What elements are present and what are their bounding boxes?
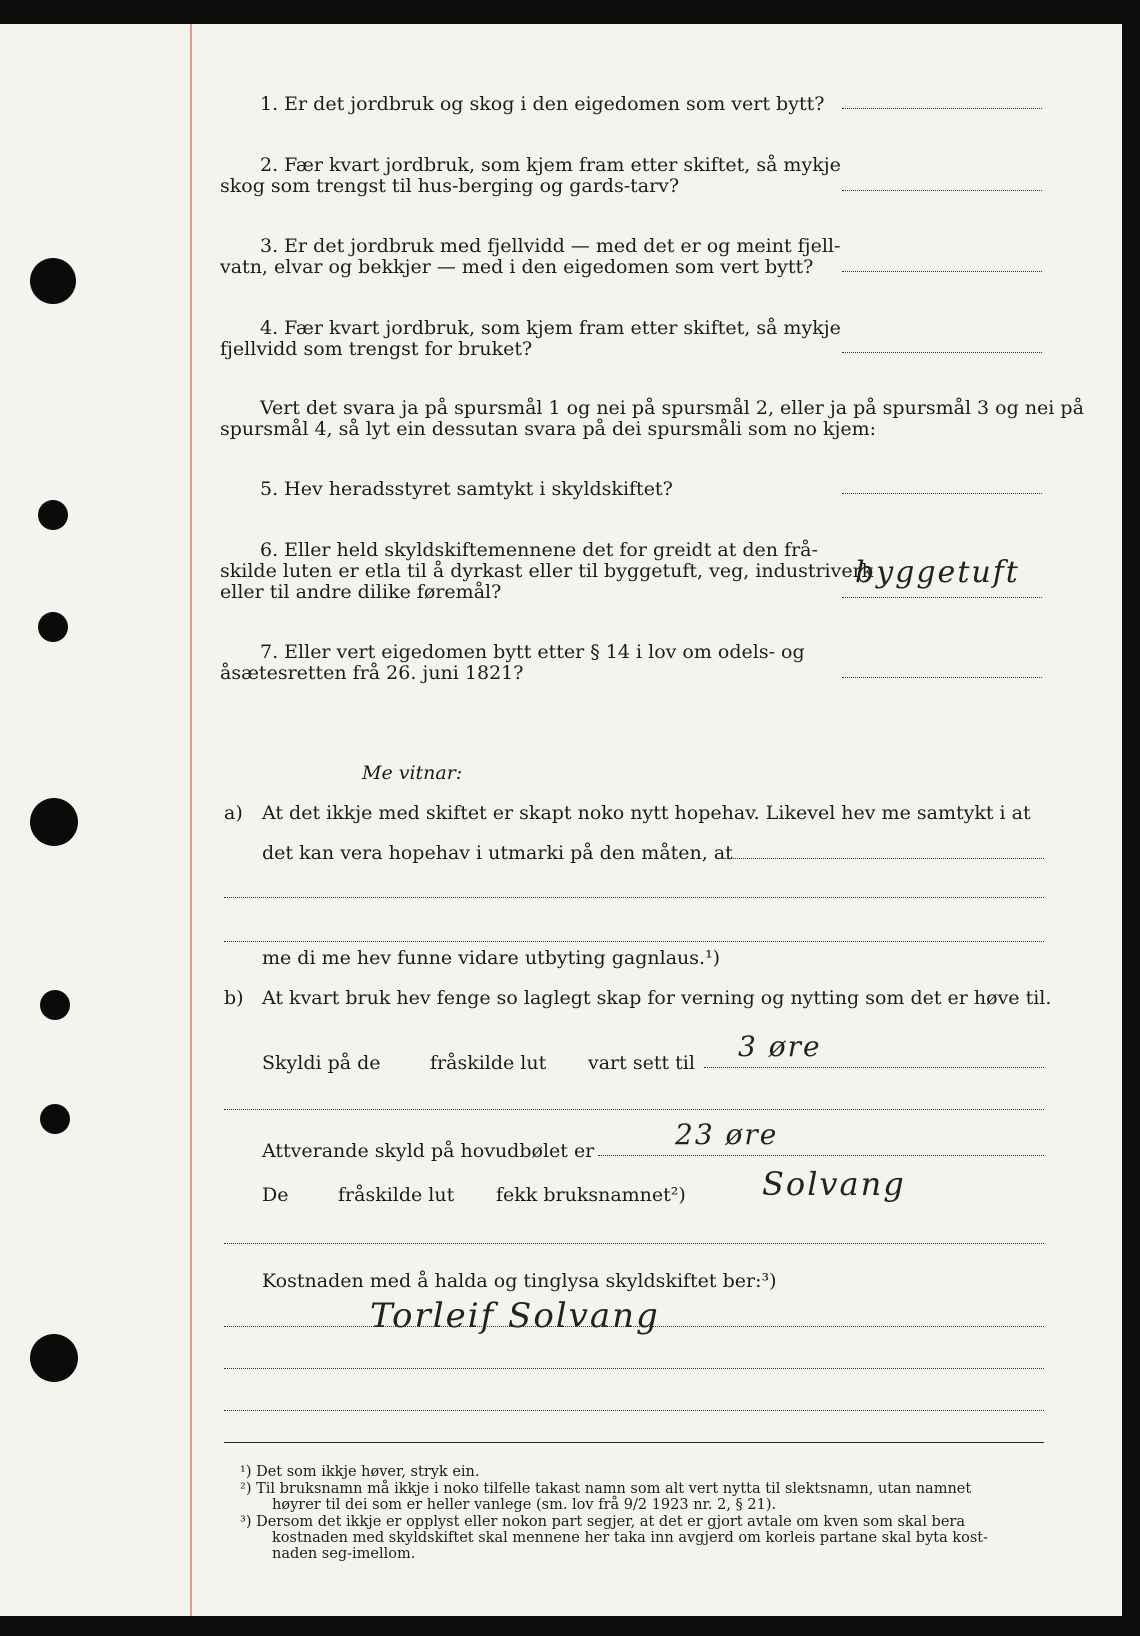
bruksnamn-label-3: fekk bruksnamnet²)	[496, 1184, 686, 1206]
attverande-label: Attverande skyld på hovudbølet er	[262, 1140, 595, 1162]
question-2-cont: skog som trengst til hus-berging og gards-tarv?	[220, 175, 680, 197]
footnote-3-cont: kostnaden med skyldskiftet skal mennene her taka inn avgjerd om korleis partane skal byta kost-	[272, 1530, 989, 1546]
punch-hole	[38, 612, 68, 642]
punch-hole	[30, 258, 76, 304]
answer-line-3	[842, 271, 1042, 272]
witness-a-blank-line	[224, 897, 1044, 898]
attverande-fill-line	[598, 1155, 1044, 1156]
punch-hole	[40, 990, 70, 1020]
punch-hole	[30, 798, 78, 846]
kostnad-blank-line	[224, 1326, 1044, 1327]
footnote-3: ³) Dersom det ikkje er opplyst eller nokon part segjer, at det er gjort avtale om kven som skal bera	[240, 1514, 965, 1530]
answer-line-7	[842, 677, 1042, 678]
witness-a-fill-line	[722, 858, 1044, 859]
question-1: 1. Er det jordbruk og skog i den eigedomen som vert bytt?	[260, 93, 825, 115]
witness-a-label: a)	[224, 802, 243, 824]
question-6-cont2: eller til andre dilike føremål?	[220, 581, 502, 603]
handwritten-bruksnamn: Solvang	[762, 1165, 906, 1203]
kostnad-blank-line	[224, 1368, 1044, 1369]
handwritten-signature: Torleif Solvang	[370, 1296, 660, 1336]
punch-hole	[38, 500, 68, 530]
intro-text-cont: spursmål 4, så lyt ein dessutan svara på dei spursmåli som no kjem:	[220, 418, 877, 440]
skyld-label-2: fråskilde lut	[430, 1052, 547, 1074]
witness-a-blank-line	[224, 941, 1044, 942]
question-3: 3. Er det jordbruk med fjellvidd — med det er og meint fjell-	[260, 235, 841, 257]
question-3-cont: vatn, elvar og bekkjer — med i den eigedomen som vert bytt?	[220, 256, 814, 278]
handwritten-skyld: 3 øre	[738, 1030, 822, 1063]
question-2: 2. Fær kvart jordbruk, som kjem fram etter skiftet, så mykje	[260, 154, 841, 176]
answer-line-1	[842, 108, 1042, 109]
kostnad-label: Kostnaden med å halda og tinglysa skyldskiftet ber:³)	[262, 1270, 777, 1292]
answer-line-6	[842, 597, 1042, 598]
skyld-label-1: Skyldi på de	[262, 1052, 381, 1074]
answer-line-5	[842, 493, 1042, 494]
witness-b-line1: At kvart bruk hev fenge so laglegt skap for verning og nytting som det er høve til.	[262, 987, 1052, 1009]
witness-heading: Me vitnar:	[362, 762, 463, 784]
witness-a-line3: me di me hev funne vidare utbyting gagnlaus.¹)	[262, 947, 721, 969]
footnote-3-cont2: naden seg-imellom.	[272, 1546, 416, 1562]
kostnad-blank-line	[224, 1410, 1044, 1411]
question-5: 5. Hev heradsstyret samtykt i skyldskiftet?	[260, 478, 673, 500]
scan-border-bottom	[0, 1616, 1140, 1636]
margin-line	[190, 20, 192, 1620]
intro-text: Vert det svara ja på spursmål 1 og nei på spursmål 2, eller ja på spursmål 3 og nei på	[260, 397, 1084, 419]
bruksnamn-label-2: fråskilde lut	[338, 1184, 455, 1206]
witness-a-line2: det kan vera hopehav i utmarki på den måten, at	[262, 842, 733, 864]
punch-hole	[40, 1104, 70, 1134]
question-4: 4. Fær kvart jordbruk, som kjem fram etter skiftet, så mykje	[260, 317, 841, 339]
answer-line-4	[842, 352, 1042, 353]
question-7-cont: åsætesretten frå 26. juni 1821?	[220, 662, 524, 684]
answer-line-2	[842, 190, 1042, 191]
witness-a-line1: At det ikkje med skiftet er skapt noko nytt hopehav. Likevel hev me samtykt i at	[262, 802, 1031, 824]
footnote-1: ¹) Det som ikkje høver, stryk ein.	[240, 1464, 480, 1480]
handwritten-answer-6: byggetuft	[855, 555, 1020, 590]
punch-hole	[30, 1334, 78, 1382]
question-6-cont: skilde luten er etla til å dyrkast eller til byggetuft, veg, industriverk	[220, 560, 874, 582]
skyld-blank-line	[224, 1109, 1044, 1110]
bruksnamn-label-1: De	[262, 1184, 289, 1206]
bruksnamn-blank-line	[224, 1243, 1044, 1244]
footnote-2-cont: høyrer til dei som er heller vanlege (sm. lov frå 9/2 1923 nr. 2, § 21).	[272, 1497, 777, 1513]
scan-border-right	[1122, 0, 1140, 1636]
skyld-fill-line	[704, 1067, 1044, 1068]
handwritten-attverande: 23 øre	[675, 1118, 779, 1151]
question-6: 6. Eller held skyldskiftemennene det for greidt at den frå-	[260, 539, 818, 561]
skyld-label-3: vart sett til	[588, 1052, 695, 1074]
witness-b-label: b)	[224, 987, 244, 1009]
question-4-cont: fjellvidd som trengst for bruket?	[220, 338, 533, 360]
question-7: 7. Eller vert eigedomen bytt etter § 14 i lov om odels- og	[260, 641, 805, 663]
footnote-divider	[224, 1442, 1044, 1443]
scan-border-top	[0, 0, 1140, 24]
footnote-2: ²) Til bruksnamn må ikkje i noko tilfelle takast namn som alt vert nytta til slektsnamn, utan namnet	[240, 1481, 972, 1497]
